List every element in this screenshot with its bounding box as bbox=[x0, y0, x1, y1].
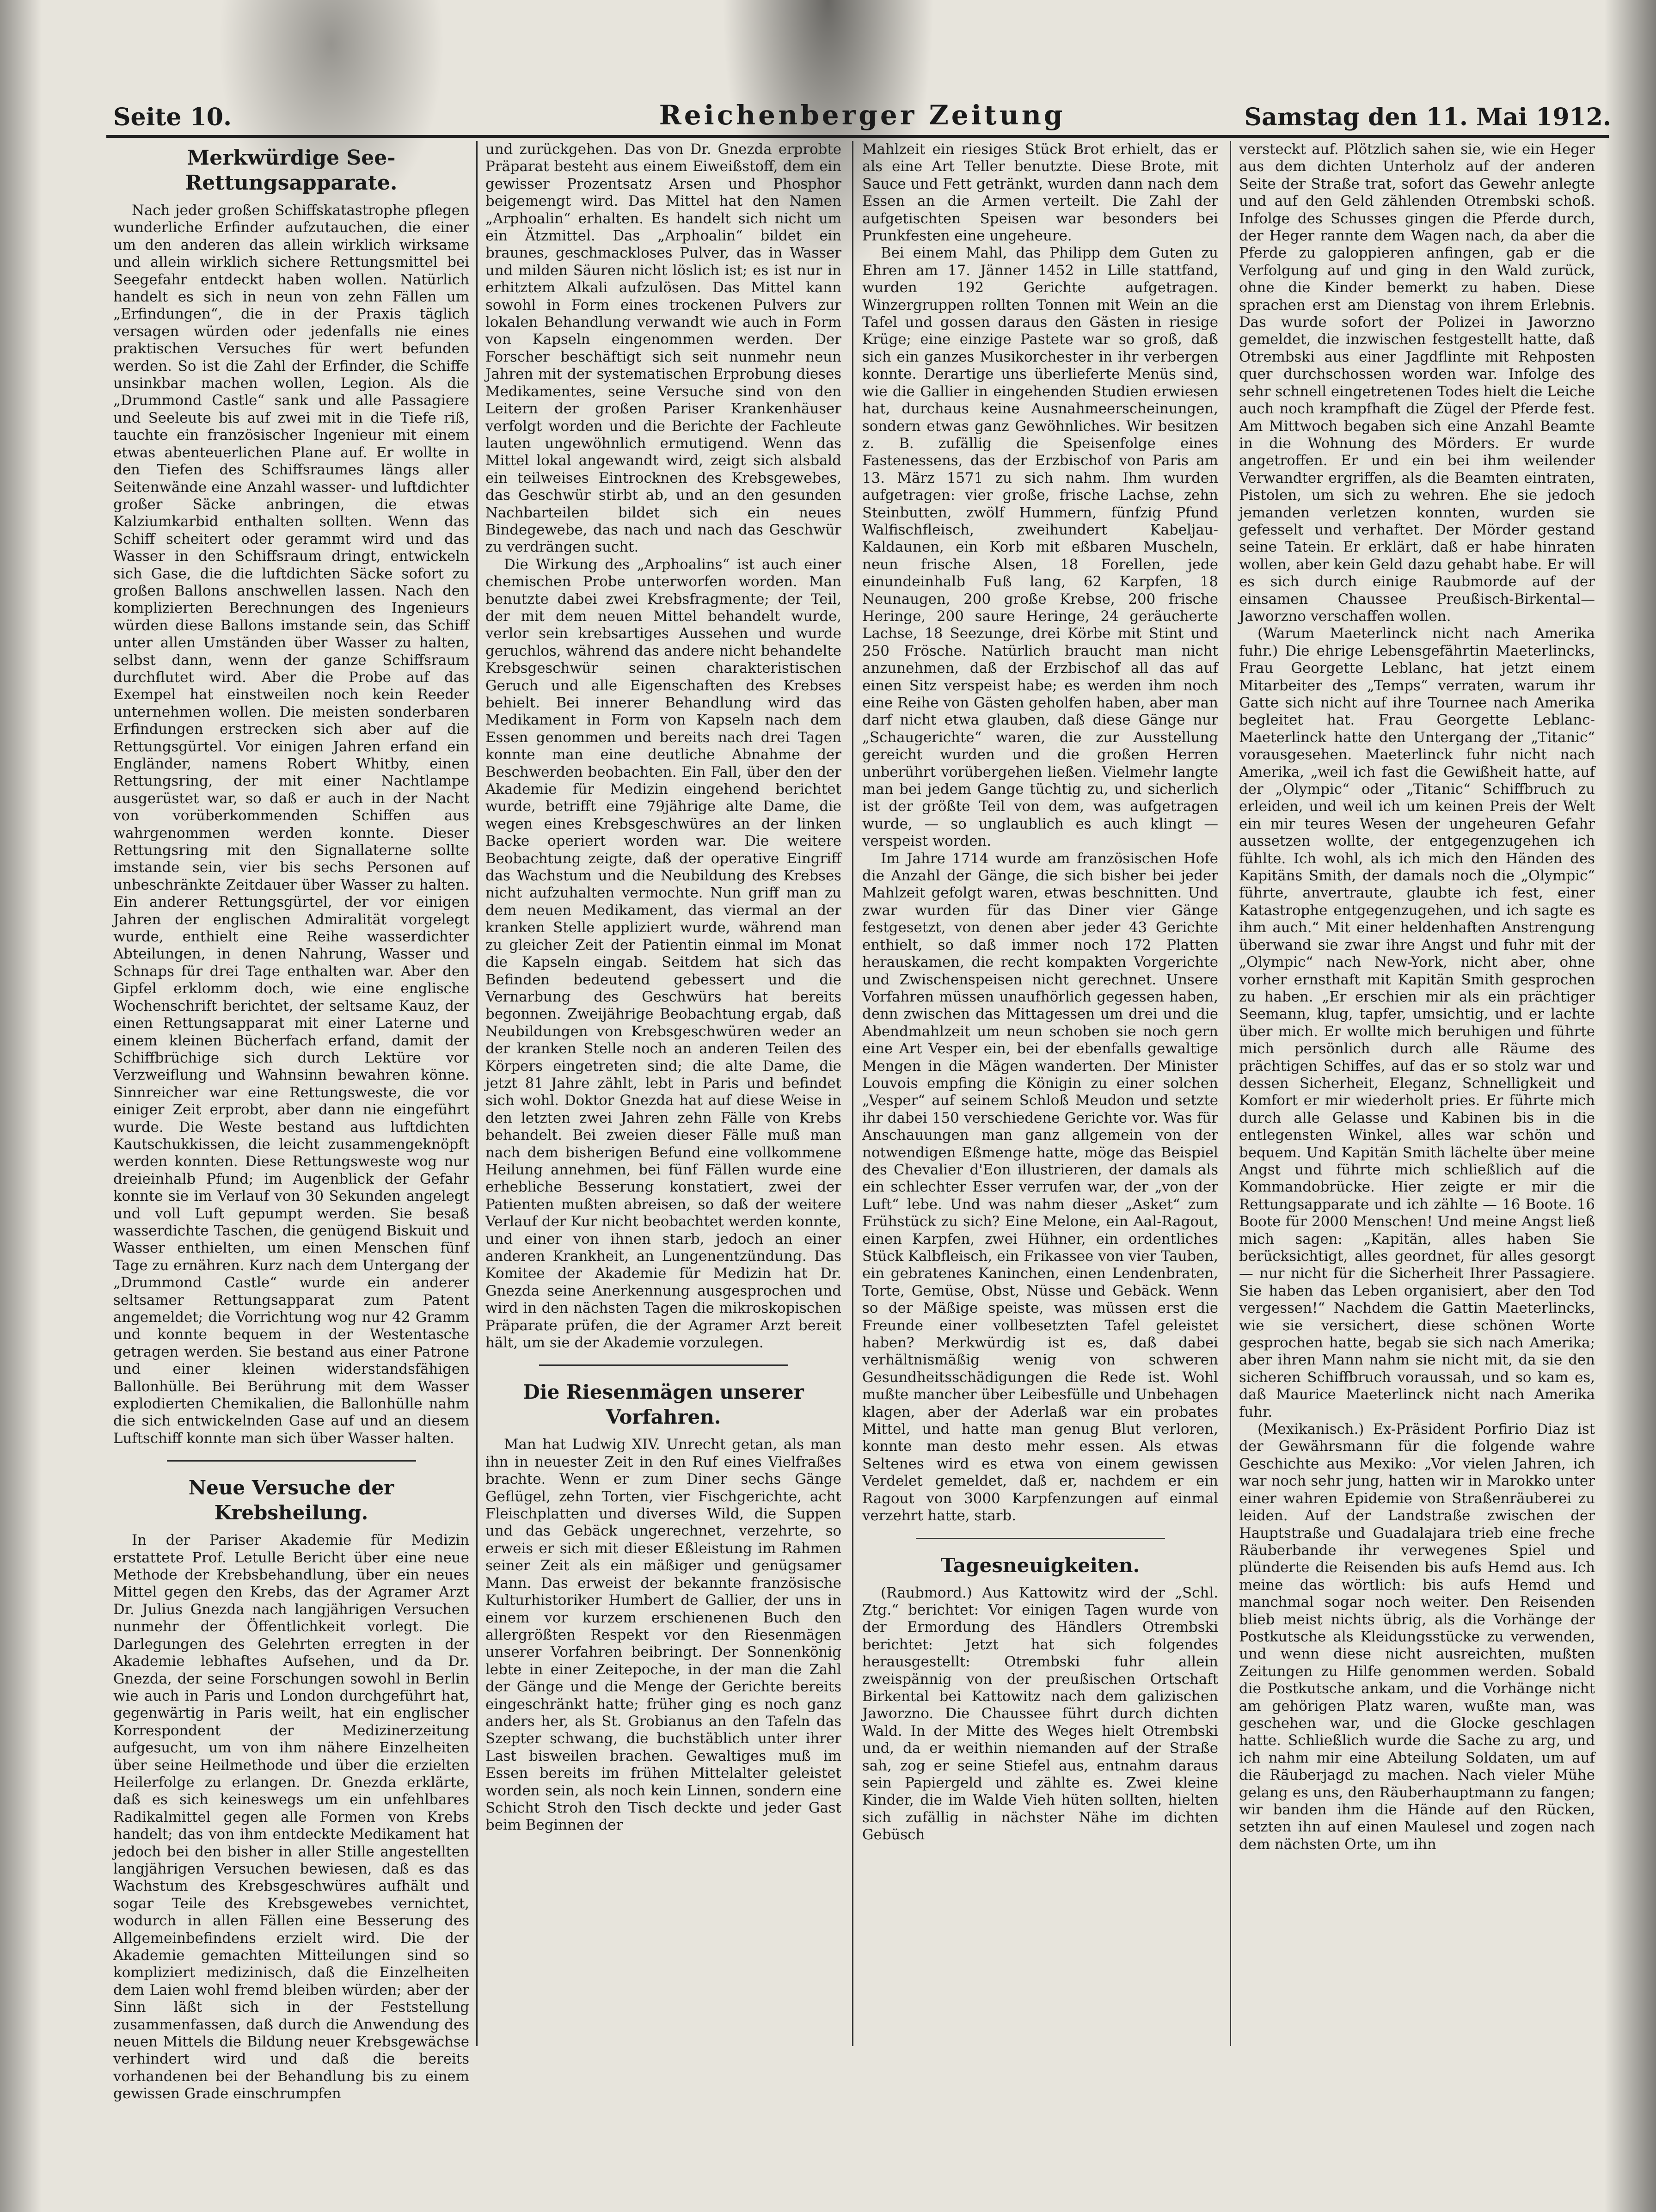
article-heading-stomachs: Die Riesenmägen unserer Vorfahren. bbox=[523, 1381, 804, 1429]
article-body-cancer: In der Pariser Akademie für Medizin erstattete Prof. Letulle Bericht über eine neue Methode der Krebsbehandlung, über ein neues Mittel gegen den Krebs, das der Agramer Arzt Dr. Julius Gnezda nach langjährigen Versuchen nunmehr der Öffentlichkeit vorlegt. Die Darlegungen des Gelehrten erregten in der Akademie lebhaftes Aufsehen, und da Dr. Gnezda, der seine Forschungen sowohl in Berlin wie auch in Paris und London durchgeführt hat, gegenwärtig in Paris weilt, hat ein englischer Korrespondent der Medizinerzeitung aufgesucht, um von ihm nähere Einzelheiten über seine Heilmethode und über die erzielten Heilerfolge zu erlangen. Dr. Gnezda erklärte, daß es sich keineswegs um ein unfehlbares Radikalmittel gegen alle Formen von Krebs handelt; das von ihm entdeckte Medikament hat jedoch bei den bisher in aller Stille angestellten langjährigen Versuchen bewiesen, daß es das Wachstum des Krebsgeschwüres aufhält und sogar Teile des Krebsgewebes vernichtet, wodurch in allen Fällen eine Besserung des Allgemeinbefindens erzielt wird. Die der Akademie gemachten Mitteilungen sind so kompliziert medizinisch, daß die Einzelheiten dem Laien wohl fremd bleiben würden; aber der Sinn läßt sich in der Feststellung zusammenfassen, daß durch die Anwendung des neuen Mittels die Bildung neuer Krebsgewächse verhindert wird und daß die bereits vorhandenen bei der Behandlung bis zu einem gewissen Grade einschrumpfen bbox=[113, 1532, 469, 2102]
article-body-stomachs: Man hat Ludwig XIV. Unrecht getan, als man ihn in neuester Zeit in den Ruf eines Vielfraßes brachte. Wenn er zum Diner sechs Gänge Geflügel, zehn Torten, vier Fischgerichte, acht Fleischplatten und diverses Wild, die Suppen und das Gebäck ungerechnet, verzehrte, so erweis er sich mit dieser Eßleistung im Rahmen seiner Zeit als ein mäßiger und genügsamer Mann. Das erweist der bekannte französische Kulturhistoriker Humbert de Gallier, der uns in einem vor kurzem erschienenen Buch den allergrößten Respekt vor den Riesenmägen unserer Vorfahren beibringt. Der Sonnenkönig lebte in einer Zeitepoche, in der man die Zahl der Gänge und die Menge der Gerichte bereits eingeschränkt hatte; früher ging es noch ganz anders her, als St. Grobianus an den Tafeln das Szepter schwang, die buchstäblich unter ihrer Last bisweilen brachen. Gewaltiges muß im Essen bereits im frühen Mittelalter geleistet worden sein, als noch kein Linnen, sondern eine Schicht Stroh den Tisch deckte und jeder Gast beim Beginnen der bbox=[485, 1436, 841, 1834]
article-body-sea-rescue: Nach jeder großen Schiffskatastrophe pflegen wunderliche Erfinder aufzutauchen, die einer um den anderen das allein wirklich wirksame und allein wirklich sichere Rettungsmittel bei Seegefahr entdeckt haben wollen. Natürlich handelt es sich in neun von zehn Fällen um „Erfindungen“, die in der Praxis täglich versagen würden oder jedenfalls nie eines praktischen Versuches für wert befunden werden. So ist die Zahl der Erfinder, die Schiffe unsinkbar machen wollen, Legion. Als die „Drummond Castle“ sank und alle Passagiere und Seeleute bis auf zwei mit in die Tiefe riß, tauchte ein französischer Ingenieur mit einem etwas abenteuerlichen Plane auf. Er wollte in den Tiefen des Schiffsraumes längs aller Seitenwände eine Anzahl wasser- und luftdichter großer Säcke anbringen, die etwas Kalziumkarbid enthalten sollten. Wenn das Schiff scheitert oder gerammt wird und das Wasser in den Schiffsraum dringt, entwickeln sich Gase, die die luftdichten Säcke sofort zu großen Ballons anschwellen lassen. Nach den komplizierten Berechnungen des Ingenieurs würden diese Ballons imstande sein, das Schiff unter allen Umständen über Wasser zu halten, selbst dann, wenn der ganze Schiffsraum durchflutet wird. Aber die Probe auf das Exempel hat einstweilen noch kein Reeder unternehmen wollen. Die meisten sonderbaren Erfindungen erstrecken sich aber auf die Rettungsgürtel. Vor einigen Jahren erfand ein Engländer, namens Robert Whitby, einen Rettungsring, der mit einer Nachtlampe ausgerüstet war, so daß er auch in der Nacht von vorüberkommenden Schiffen aus wahrgenommen werden konnte. Dieser Rettungsring mit den Signallaterne sollte imstande sein, vier bis sechs Personen auf unbeschränkte Zeitdauer über Wasser zu halten. Ein anderer Rettungsgürtel, der vor einigen Jahren der englischen Admiralität vorgelegt wurde, enthielt eine Reihe wasserdichter Abteilungen, in denen Nahrung, Wasser und Schnaps für drei Tage enthalten war. Aber den Gipfel erklomm doch, wie eine englische Wochenschrift berichtet, der seltsame Kauz, der einen Rettungsapparat mit einer Laterne und einem kleinen Bücherfach erfand, damit der Schiffbrüchige sich durch Lektüre vor Verzweiflung und Wahnsinn bewahren könne. Sinnreicher war eine Rettungsweste, die vor einiger Zeit erprobt, aber dann nie eingeführt wurde. Die Weste bestand aus luftdichten Kautschukkissen, die leicht zusammengeknöpft werden konnten. Diese Rettungsweste wog nur dreieinhalb Pfund; im Augenblick der Gefahr konnte sie im Verlauf von 30 Sekunden angelegt und voll Luft gepumpt werden. Sie besaß wasserdichte Taschen, die genügend Biskuit und Wasser enthielten, um einen Menschen fünf Tage zu ernähren. Kurz nach dem Untergang der „Drummond Castle“ wurde ein anderer seltsamer Rettungsapparat zum Patent angemeldet; die Vorrichtung wog nur 42 Gramm und konnte bequem in der Westentasche getragen werden. Sie bestand aus einer Patrone und einer kleinen widerstandsfähigen Ballonhülle. Bei Berührung mit dem Wasser explodierten Chemikalien, die Ballonhülle nahm die sich entwickelnden Gase auf und an diesem Luftschiff konnte man sich über Wasser halten. bbox=[113, 202, 469, 1447]
news-item-mexican: (Mexikanisch.) Ex-Präsident Porfirio Diaz ist der Gewährsmann für die folgende wahre Geschichte aus Mexiko: „Vor vielen Jahren, ich war noch sehr jung, hatten wir in Marokko unter einer wahren Epidemie von Straßenräuberei zu leiden. Auf der Landstraße zwischen der Hauptstraße und Guadalajara trieb eine freche Räuberbande ihr verwegenes Spiel und plünderte die Reisenden bis aufs Hemd aus. Ich meine das wörtlich: bis aufs Hemd und manchmal sogar noch weiter. Den Reisenden blieb meist nichts übrig, als die Vorhänge der Postkutsche als Kleidungsstücke zu verwenden, und wenn diese nicht ausreichten, mußten Zeitungen zu Hilfe genommen werden. Sobald die Postkutsche ankam, und die Vorhänge nicht am gehörigen Platz waren, wußte man, was geschehen war, und die Glocke geschlagen hatte. Schließlich wurde die Sache zu arg, und ich nahm mir eine Abteilung Soldaten, um auf die Räuberjagd zu machen. Nach vieler Mühe gelang es uns, den Räuberhauptmann zu fangen; wir banden ihm die Hände auf den Rücken, setzten ihn auf einen Maulesel und zogen nach dem nächsten Orte, um ihn bbox=[1239, 1421, 1595, 1853]
header-rule bbox=[106, 135, 1609, 138]
page-header bbox=[113, 99, 1611, 136]
article-body-stomachs-cont: Mahlzeit ein riesiges Stück Brot erhielt, das er als eine Art Teller benutzte. Diese Brote, mit Sauce und Fett getränkt, wurden dann nach dem Essen an die Armen verteilt. Die Zahl der aufgetischten Speisen war besonders bei Prunkfesten eine ungeheure. bbox=[862, 141, 1218, 245]
newspaper-title: Reichenberger Zeitung bbox=[659, 99, 1066, 131]
issue-date: Samstag den 11. Mai 1912. bbox=[1244, 103, 1611, 131]
article-body-stomachs-cont-2: Bei einem Mahl, das Philipp dem Guten zu Ehren am 17. Jänner 1452 in Lille stattfand, wurden 192 Gerichte aufgetragen. Winzergruppen rollten Tonnen mit Wein an die Tafel und gossen daraus den Gästen in riesige Krüge; eine einzige Pastete war so groß, daß sich ein ganzes Musikorchester in ihr verbergen konnte. Derartige uns überlieferte Menüs sind, wie die Gallier in eingehenden Studien erwiesen hat, durchaus keine Ausnahmeerscheinungen, sondern etwas ganz Gewöhnliches. Wir besitzen z. B. zufällig die Speisenfolge eines Fastenessens, das der Erzbischof von Paris am 13. März 1571 zu sich nahm. Ihm wurden aufgetragen: vier große, frische Lachse, zehn Steinbutten, zwölf Hummern, fünfzig Pfund Walfischfleisch, zweihundert Kabeljau-Kaldaunen, ein Korb mit eßbaren Muscheln, neun frische Alsen, 18 Forellen, jede einundeinhalb Fuß lang, 62 Karpfen, 18 Neunaugen, 200 große Krebse, 200 frische Heringe, 200 saure Heringe, 24 geräucherte Lachse, 18 Seezunge, drei Körbe mit Stint und 250 Frösche. Natürlich braucht man nicht anzunehmen, daß der Erzbischof all das auf einen Sitz verspeist habe; es werden ihm noch eine Reihe von Gästen geholfen haben, aber man darf nicht etwa glauben, daß diese Gänge nur „Schaugerichte“ waren, die zur Ausstellung gereicht wurden und die großen Herren unberührt vorübergehen ließen. Vielmehr langte man bei jedem Gange tüchtig zu, und sicherlich ist der größte Teil von dem, was aufgetragen wurde, — so unglaublich es auch klingt — verspeist worden. bbox=[862, 245, 1218, 850]
column-3 bbox=[862, 141, 1218, 2065]
section-heading-news: Tagesneuigkeiten. bbox=[940, 1554, 1140, 1577]
news-item-robbery-murder-cont: versteckt auf. Plötzlich sahen sie, wie ein Heger aus dem dichten Unterholz auf der anderen Seite der Straße trat, sofort das Gewehr anlegte und auf den Geld zählenden Otrembski schoß. Infolge des Schusses gingen die Pferde durch, der Heger rannte dem Wagen nach, da aber die Pferde zu galoppieren anfingen, gab er die Verfolgung auf und ging in den Wald zurück, ohne die Kinder bemerkt zu haben. Diese sprachen erst am Dienstag von ihrem Erlebnis. Das wurde sofort der Polizei in Jaworzno gemeldet, die inzwischen festgestellt hatte, daß Otrembski aus einer Jagdflinte mit Rehposten quer durchschossen worden war. Infolge des sehr schnell eingetretenen Todes hielt die Leiche auch noch krampfhaft die Zügel der Pferde fest. Am Mittwoch begaben sich eine Anzahl Beamte in die Wohnung des Mörders. Er wurde angetroffen. Er und ein bei ihm weilender Verwandter ergriffen, als die Beamten eintraten, Pistolen, um sich zu wehren. Ehe sie jedoch jemanden verletzen konnten, wurden sie gefesselt und verhaftet. Der Mörder gestand seine Tatein. Er erklärt, daß er habe hinraten wollen, aber kein Geld dazu gehabt habe. Er will es sich durch einige Raubmorde auf der einsamen Chaussee Preußisch-Birkental—Jaworzno verschaffen wollen. bbox=[1239, 141, 1595, 625]
news-item-maeterlinck: (Warum Maeterlinck nicht nach Amerika fuhr.) Die ehrige Lebensgefährtin Maeterlincks, Frau Georgette Leblanc, hat jetzt einem Mitarbeiter des „Temps“ verraten, warum ihr Gatte sich nicht auf ihre Tournee nach Amerika begleitet hat. Frau Georgette Leblanc-Maeterlinck hatte den Untergang der „Titanic“ vorausgesehen. Maeterlinck fuhr nicht nach Amerika, „weil ich fast die Gewißheit hatte, auf der „Olympic“ oder „Titanic“ Schiffbruch zu erleiden, und weil ich um keinen Preis der Welt ein mir teures Wesen der ungeheuren Gefahr aussetzen wollte, der entgegenzugehen ich fühlte. Ich wohl, als ich mich den Händen des Kapitäns Smith, der damals noch die „Olympic“ führte, anvertraute, glaubte ich fest, einer Katastrophe entgegenzugehen, und ich sagte es ihm auch.“ Mit einer heldenhaften Anstrengung überwand sie zwar ihre Angst und fuhr mit der „Olympic“ nach New-York, nicht aber, ohne vorher ernsthaft mit Kapitän Smith gesprochen zu haben. „Er erschien mir als ein prächtiger Seemann, klug, tapfer, umsichtig, und er lachte über mich. Er wollte mich beruhigen und führte mich persönlich durch alle Räume des prächtigen Schiffes, auf das er so stolz war und dessen Sicherheit, Eleganz, Schnelligkeit und Komfort er mir wiederholt pries. Er führte mich durch alle Gelasse und Kabinen bis in die entlegensten Winkel, alles war schön und bequem. Und Kapitän Smith lächelte über meine Angst und führte mich schließlich auf die Kommandobrücke. Hier zeigte er mir die Rettungsapparate und ich zählte — 16 Boote. 16 Boote für 2000 Menschen! Und meine Angst ließ mich sagen: „Kapitän, alles haben Sie berücksichtigt, alles geordnet, für alles gesorgt — nur nicht für die Sicherheit Ihrer Passagiere. Sie haben das Leben organisiert, aber den Tod vergessen!“ Nachdem die Gattin Maeterlincks, wie sie versichert, diese schönen Worte gesprochen hatte, begab sie sich nach Amerika; aber ihren Mann nahm sie nicht mit, da sie den sicheren Schiffbruch voraussah, und so kam es, daß Maurice Maeterlinck nicht nach Amerika fuhr. bbox=[1239, 625, 1595, 1420]
article-divider bbox=[916, 1538, 1165, 1539]
column-divider bbox=[852, 141, 853, 2046]
article-heading-cancer: Neue Versuche der Krebsheilung. bbox=[188, 1476, 394, 1524]
column-divider bbox=[1230, 141, 1231, 2046]
article-divider bbox=[167, 1460, 416, 1462]
page-number: Seite 10. bbox=[113, 103, 232, 131]
news-item-robbery-murder: (Raubmord.) Aus Kattowitz wird der „Schl. Ztg.“ berichtet: Vor einigen Tagen wurde von der Ermordung des Händlers Otrembski berichtet: Jetzt hat sich folgendes herausgestellt: Otrembski fuhr allein zweispännig von der preußischen Ortschaft Birkental bei Kattowitz nach dem galizischen Jaworzno. Die Chaussee führt durch dichten Wald. In der Mitte des Weges hielt Otrembski und, da er weithin niemanden auf der Straße sah, zog er seine Stiefel aus, entnahm daraus sein Papiergeld und zählte es. Zwei kleine Kinder, die im Walde Vieh hüten sollten, hielten sich zufällig in nächster Nähe im dichten Gebüsch bbox=[862, 1584, 1218, 1843]
article-body-stomachs-cont-3: Im Jahre 1714 wurde am französischen Hofe die Anzahl der Gänge, die sich bisher bei jeder Mahlzeit gefolgt waren, etwas beschnitten. Und zwar wurden für das Diner vier Gänge festgesetzt, von denen aber jeder 43 Gerichte enthielt, so daß immer noch 172 Platten herauskamen, die recht kompakten Vorgerichte und Zwischenspeisen nicht gerechnet. Unsere Vorfahren müssen unaufhörlich gegessen haben, denn zwischen das Mittagessen um drei und die Abendmahlzeit um neun schoben sie noch gern eine Art Vesper ein, bei der ebenfalls gewaltige Mengen in die Mägen wanderten. Der Minister Louvois empfing die Königin zu einer solchen „Vesper“ auf seinem Schloß Meudon und setzte ihr dabei 150 verschiedene Gerichte vor. Was für Anschauungen man ganz allgemein von der notwendigen Eßmenge hatte, möge das Beispiel des Chevalier d'Eon illustrieren, der damals als ein schlechter Esser verrufen war, der „von der Luft“ lebe. Und was nahm dieser „Asket“ zum Frühstück zu sich? Eine Melone, ein Aal-Ragout, einen Karpfen, zwei Hühner, ein ordentliches Stück Kalbfleisch, ein Frikassee von vier Tauben, ein gebratenes Kaninchen, einen Lendenbraten, Torte, Gemüse, Obst, Nüsse und Gebäck. Wenn so der Mäßige speiste, was müssen erst die Freunde einer vollbesetzten Tafel geleistet haben? Merkwürdig ist es, daß dabei verhältnismäßig wenig von schweren Gesundheitsschädigungen die Rede ist. Wohl mußte mancher über Leibesfülle und Unbehagen klagen, aber der Aderlaß war ein probates Mittel, und hatte man genug Blut verloren, konnte man desto mehr essen. Als etwas Seltenes wird es etwa von einem gewissen Verdelet gemeldet, daß er, nachdem er ein Ragout von 3000 Karpfenzungen auf einmal verzehrt hatte, starb. bbox=[862, 850, 1218, 1524]
article-body-cancer-cont-2: Die Wirkung des „Arphoalins“ ist auch einer chemischen Probe unterworfen worden. Man benutzte dabei zwei Krebsfragmente; der Teil, der mit dem neuen Mittel behandelt wurde, verlor sein krebsartiges Aussehen und wurde geruchlos, während das andere nicht behandelte Krebsgeschwür seinen charakteristischen Geruch und alle Eigenschaften des Krebses behielt. Bei innerer Behandlung wird das Medikament in Form von Kapseln nach dem Essen genommen und bereits nach drei Tagen konnte man eine deutliche Abnahme der Beschwerden beobachten. Ein Fall, über den der Akademie für Medizin eingehend berichtet wurde, betrifft eine 79jährige alte Dame, die wegen eines Krebsgeschwüres an der linken Backe operiert worden war. Die weitere Beobachtung zeigte, daß der operative Eingriff das Wachstum und die Neubildung des Krebses nicht aufzuhalten vermochte. Nun griff man zu dem neuen Medikament, das viermal an der kranken Stelle appliziert wurde, während man zu gleicher Zeit der Patientin einmal im Monat die Kapseln eingab. Seitdem hat sich das Befinden bedeutend gebessert und die Vernarbung des Geschwürs hat bereits begonnen. Zweijährige Beobachtung ergab, daß Neubildungen von Krebsgeschwüren weder an der kranken Stelle noch an anderen Teilen des Körpers eingetreten sind; die alte Dame, die jetzt 81 Jahre zählt, lebt in Paris und befindet sich wohl. Doktor Gnezda hat auf diese Weise in den letzten zwei Jahren zehn Fälle von Krebs behandelt. Bei zweien dieser Fälle muß man nach dem bisherigen Befund eine vollkommene Heilung annehmen, bei fünf Fällen wurde eine erhebliche Besserung konstatiert, zwei der Patienten mußten abreisen, so daß der weitere Verlauf der Kur nicht beobachtet werden konnte, und einer von ihnen starb, jedoch an einer anderen Krankheit, an Lungenentzündung. Das Komitee der Akademie für Medizin hat Dr. Gnezda seine Anerkennung ausgesprochen und wird in den nächsten Tagen die mikroskopischen Präparate prüfen, die der Agramer Arzt bereit hält, um sie der Akademie vorzulegen. bbox=[485, 556, 841, 1352]
article-body-cancer-cont: und zurückgehen. Das von Dr. Gnezda erprobte Präparat besteht aus einem Eiweißstoff, dem ein gewisser Prozentsatz Arsen und Phosphor beigemengt wird. Das Mittel hat den Namen „Arphoalin“ erhalten. Es handelt sich nicht um ein Ätzmittel. Das „Arphoalin“ bildet ein braunes, geschmackloses Pulver, das in Wasser und milden Säuren nicht löslich ist; es ist nur in erhitztem Alkali aufzulösen. Das Mittel kann sowohl in Form eines trockenen Pulvers zur lokalen Behandlung verwandt wie auch in Form von Kapseln eingenommen werden. Der Forscher beschäftigt sich seit nunmehr neun Jahren mit der systematischen Erprobung dieses Medikamentes, seine Versuche sind von den Leitern der großen Pariser Krankenhäuser verfolgt worden und die Berichte der Fachleute lauten ungewöhnlich ermutigend. Wenn das Mittel lokal angewandt wird, zeigt sich alsbald ein teilweises Eintrocknen des Krebsgewebes, das Geschwür stirbt ab, und an den gesunden Nachbarteilen bildet sich ein neues Bindegewebe, das nach und nach das Geschwür zu verdrängen sucht. bbox=[485, 141, 841, 556]
column-1 bbox=[113, 141, 469, 2102]
column-2 bbox=[485, 141, 841, 2065]
article-divider bbox=[539, 1364, 788, 1366]
column-divider bbox=[476, 141, 478, 2046]
column-4 bbox=[1239, 141, 1595, 2065]
article-heading-sea-rescue: Merkwürdige See-Rettungsapparate. bbox=[185, 146, 398, 195]
